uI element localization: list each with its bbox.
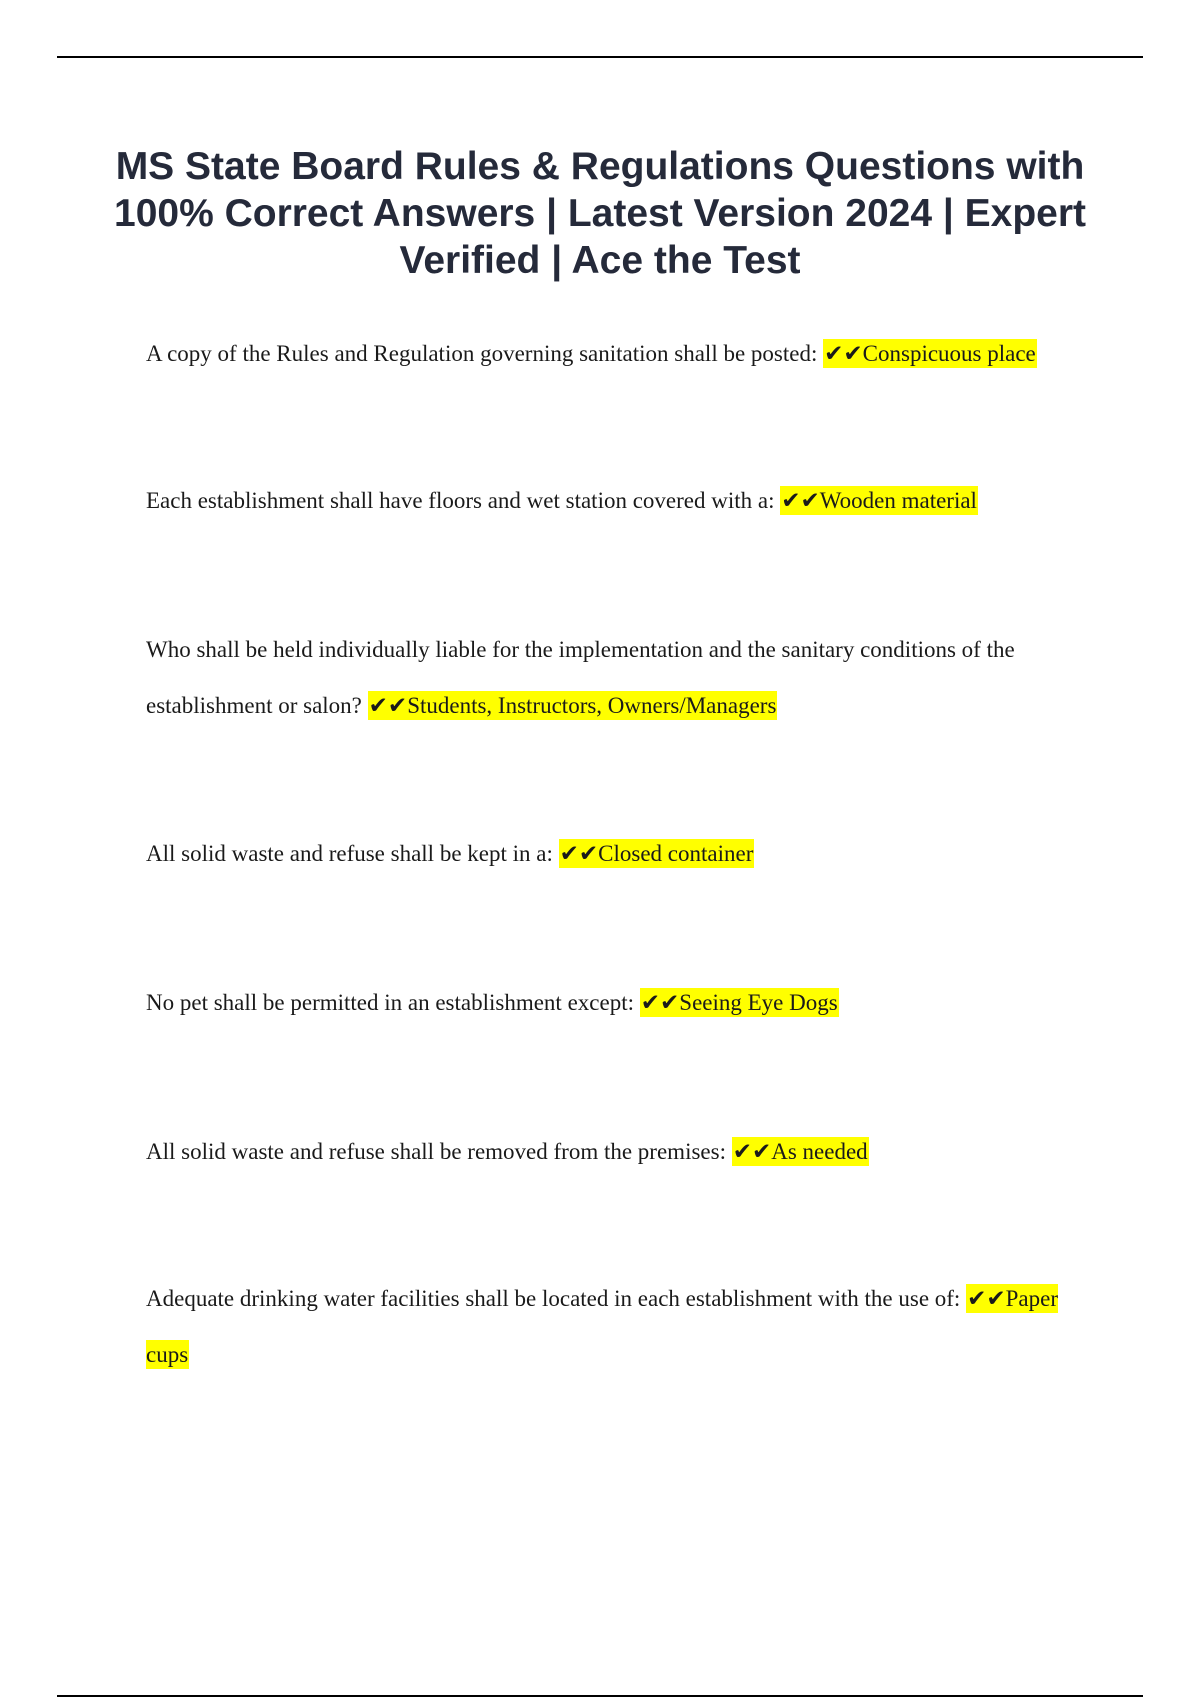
answer-highlight: ✔✔Paper cups xyxy=(146,1286,1058,1367)
answer-highlight: ✔✔Students, Instructors, Owners/Managers xyxy=(368,693,777,718)
answer-highlight: ✔✔Conspicuous place xyxy=(824,341,1036,366)
document-title: MS State Board Rules & Regulations Questions with 100% Correct Answers | Latest Version 2024 | Expert Verified | Ace the Test xyxy=(114,145,1086,282)
answer-highlight: ✔✔Seeing Eye Dogs xyxy=(640,990,838,1015)
qa-item xyxy=(146,473,1086,529)
bottom-rule xyxy=(57,1695,1143,1697)
qa-item xyxy=(146,975,1086,1031)
question-text: Each establishment shall have floors and wet station covered with a: xyxy=(146,488,775,513)
qa-item xyxy=(146,326,1086,382)
question-text: Who shall be held individually liable for the implementation and the sanitary conditions of the establishment or salon? xyxy=(146,637,1015,718)
question-text: A copy of the Rules and Regulation governing sanitation shall be posted: xyxy=(146,341,818,366)
question-text: Adequate drinking water facilities shall be located in each establishment with the use of: xyxy=(146,1286,961,1311)
answer-highlight: ✔✔Wooden material xyxy=(781,488,977,513)
qa-item xyxy=(146,1124,1086,1180)
qa-item xyxy=(146,826,1086,882)
top-rule xyxy=(57,56,1143,58)
question-text: No pet shall be permitted in an establishment except: xyxy=(146,990,634,1015)
answer-highlight: ✔✔As needed xyxy=(732,1139,868,1164)
answer-highlight: ✔✔Closed container xyxy=(559,841,754,866)
qa-item xyxy=(146,1271,1086,1383)
question-text: All solid waste and refuse shall be kept in a: xyxy=(146,841,553,866)
qa-item xyxy=(146,622,1086,734)
question-text: All solid waste and refuse shall be removed from the premises: xyxy=(146,1139,726,1164)
